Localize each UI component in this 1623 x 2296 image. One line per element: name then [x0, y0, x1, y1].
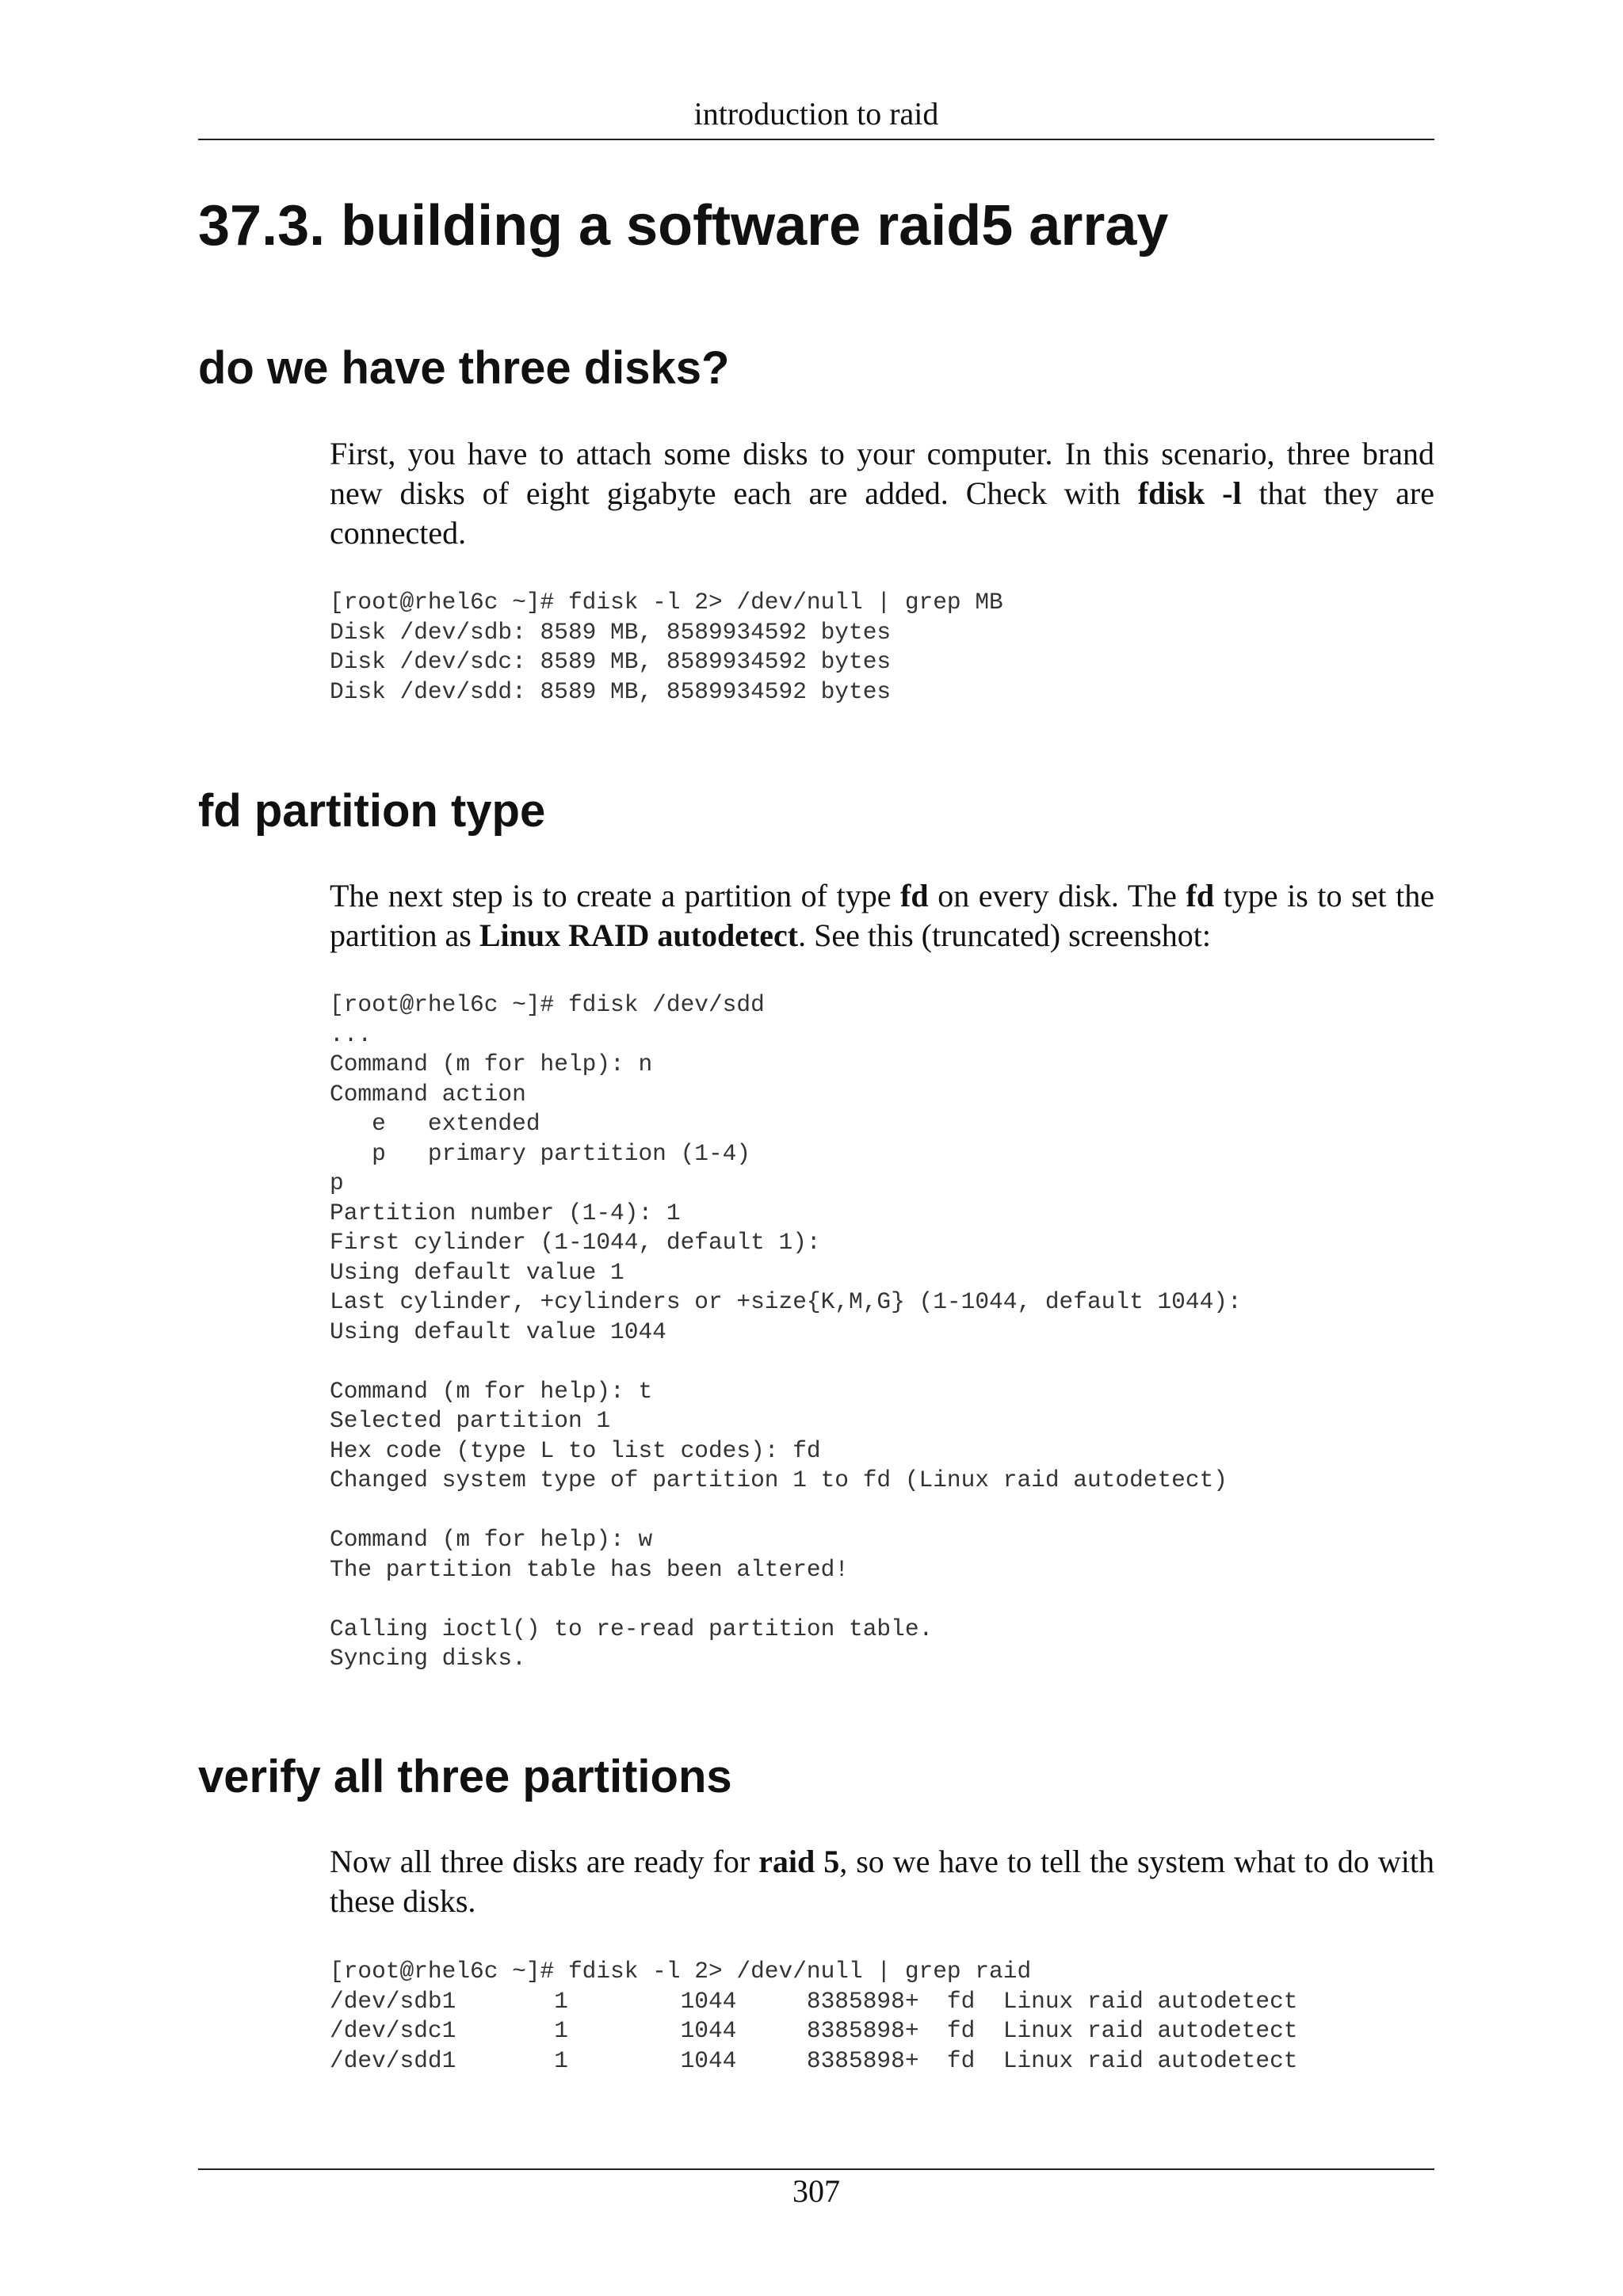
code-line: p	[330, 1169, 344, 1196]
bold-term: fdisk -l	[1137, 475, 1242, 511]
code-line	[330, 1585, 1434, 1615]
code-block-verify	[330, 1957, 1434, 2076]
header-rule	[198, 139, 1434, 140]
text-run: , so we have to tell the system what to do with these disks.	[330, 1844, 1434, 1919]
text-run: that they are connected.	[330, 475, 1434, 551]
code-line	[330, 1347, 1434, 1377]
code-line: Calling ioctl() to re-read partition table.	[330, 1615, 934, 1642]
code-line: Partition number (1-4): 1	[330, 1199, 681, 1226]
code-line: Command (m for help): t	[330, 1377, 653, 1405]
code-line: Changed system type of partition 1 to fd (Linux raid autodetect)	[330, 1466, 1228, 1493]
code-line: [root@rhel6c ~]# fdisk -l 2> /dev/null | grep raid	[330, 1958, 1032, 1985]
subsection-heading-disks: do we have three disks?	[198, 342, 730, 394]
bold-term: Linux RAID autodetect	[479, 917, 799, 953]
code-line: [root@rhel6c ~]# fdisk -l 2> /dev/null | grep MB	[330, 589, 1003, 616]
text-run: type is to set the partition as	[330, 878, 1434, 953]
code-line: Disk /dev/sdd: 8589 MB, 8589934592 bytes	[330, 677, 892, 705]
bold-term: fd	[1186, 878, 1215, 913]
page-number: 307	[792, 2173, 840, 2209]
paragraph-fd-type	[330, 876, 1434, 955]
footer-rule	[198, 2168, 1434, 2170]
code-line: /dev/sdd1 1 1044 8385898+ fd Linux raid autodetect	[330, 2046, 1298, 2074]
text-run: Now all three disks are ready for	[330, 1844, 759, 1879]
text-run: First, you have to attach some disks to your computer. In this scenario, three brand new disks of eight gigabyte each are added. Check with	[330, 436, 1434, 511]
code-line: Last cylinder, +cylinders or +size{K,M,G} (1-1044, default 1044):	[330, 1288, 1242, 1315]
code-line: /dev/sdb1 1 1044 8385898+ fd Linux raid autodetect	[330, 1987, 1298, 2015]
bold-term: raid 5	[758, 1844, 840, 1879]
text-run: on every disk. The	[928, 878, 1186, 913]
code-line: The partition table has been altered!	[330, 1555, 850, 1583]
paragraph-disks	[330, 434, 1434, 553]
code-line: Using default value 1044	[330, 1318, 666, 1345]
code-line: Disk /dev/sdb: 8589 MB, 8589934592 bytes	[330, 618, 892, 646]
code-block-disks	[330, 588, 1434, 707]
subsection-heading-fd-type: fd partition type	[198, 785, 546, 837]
code-block-fd-type	[330, 990, 1434, 1674]
code-line: Syncing disks.	[330, 1645, 526, 1672]
bold-term: fd	[900, 878, 929, 913]
text-run: . See this (truncated) screenshot:	[798, 917, 1212, 953]
code-line: e extended	[330, 1110, 540, 1137]
text-run: The next step is to create a partition of type	[330, 878, 901, 913]
section-title: 37.3. building a software raid5 array	[198, 194, 1169, 257]
code-line: Command (m for help): n	[330, 1051, 653, 1077]
code-line	[330, 1496, 1434, 1526]
paragraph-verify	[330, 1842, 1434, 1921]
running-header: introduction to raid	[693, 96, 939, 132]
code-line: Disk /dev/sdc: 8589 MB, 8589934592 bytes	[330, 648, 892, 675]
code-line: [root@rhel6c ~]# fdisk /dev/sdd	[330, 991, 765, 1018]
code-line: ...	[330, 1020, 372, 1048]
code-line: Hex code (type L to list codes): fd	[330, 1436, 821, 1464]
code-line: p primary partition (1-4)	[330, 1139, 751, 1167]
code-line: Selected partition 1	[330, 1407, 611, 1434]
code-line: Command (m for help): w	[330, 1526, 653, 1553]
code-line: Command action	[330, 1080, 526, 1108]
code-line: First cylinder (1-1044, default 1):	[330, 1229, 821, 1256]
subsection-heading-verify: verify all three partitions	[198, 1751, 732, 1802]
code-line: /dev/sdc1 1 1044 8385898+ fd Linux raid autodetect	[330, 2017, 1298, 2044]
code-line: Using default value 1	[330, 1258, 624, 1286]
